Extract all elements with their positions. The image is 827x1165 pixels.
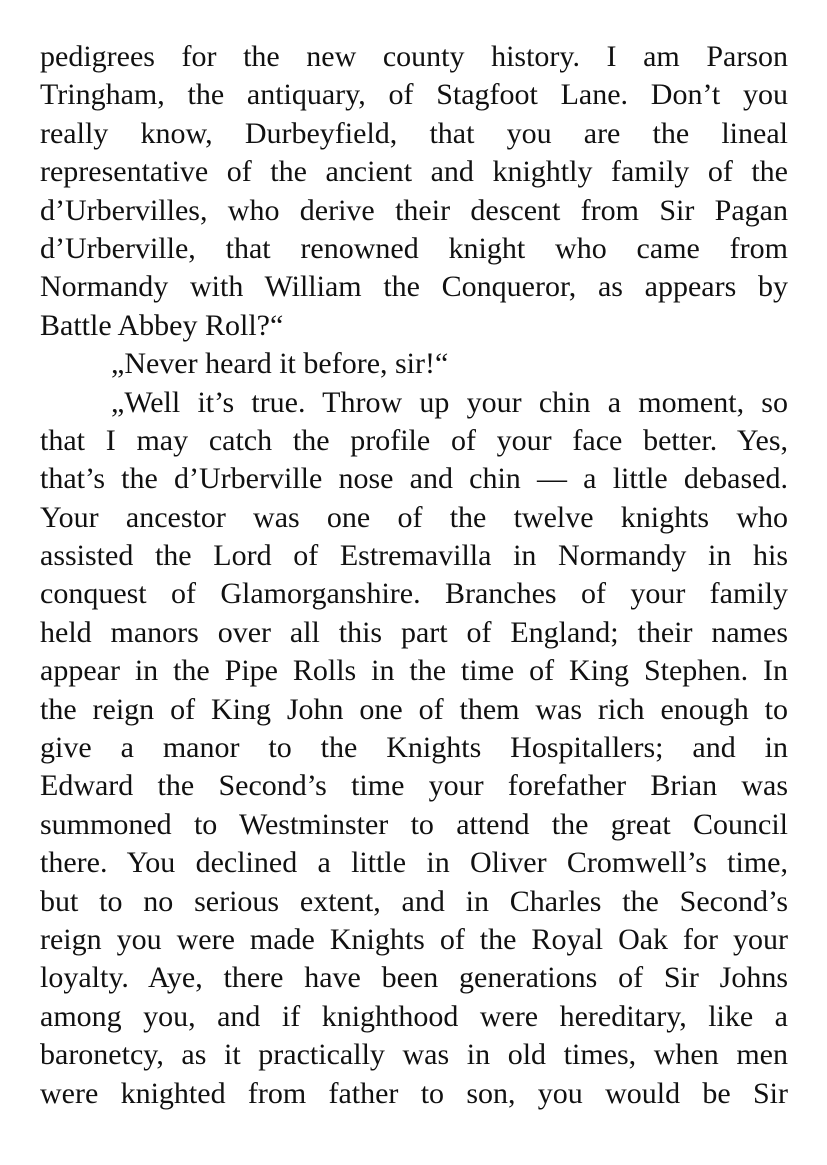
text-line: Your ancestor was one of the twelve knights who [40,500,788,534]
text-line: reign you were made Knights of the Royal Oak for your [40,922,788,956]
text-line: appear in the Pipe Rolls in the time of King Stephen. In [40,654,788,688]
text-line: conquest of Glamorganshire. Branches of your family [40,577,788,611]
text-line: baronetcy, as it practically was in old times, when men [40,1038,788,1072]
text-line: Normandy with William the Conqueror, as appears by [40,270,788,304]
text-line: assisted the Lord of Estremavilla in Normandy in his [40,539,788,573]
text-line: d’Urberville, that renowned knight who came from [40,231,788,265]
text-line: pedigrees for the new county history. I am Parson [40,40,788,73]
text-line: that I may catch the profile of your face better. Yes, [40,423,788,457]
dialogue-line: „Well it’s true. Throw up your chin a moment, so [111,385,788,419]
text-line: really know, Durbeyfield, that you are the lineal [40,116,788,150]
dialogue-line: „Never heard it before, sir!“ [111,347,449,381]
text-line: there. You declined a little in Oliver Cromwell’s time, [40,846,788,880]
text-line: held manors over all this part of England; their names [40,615,788,649]
text-line: d’Urbervilles, who derive their descent from Sir Pagan [40,193,788,227]
text-line: among you, and if knighthood were hereditary, like a [40,999,788,1033]
text-line: Battle Abbey Roll?“ [40,308,284,342]
text-line: that’s the d’Urberville nose and chin — a little debased. [40,462,788,496]
text-line: Edward the Second’s time your forefather Brian was [40,769,788,803]
text-line: but to no serious extent, and in Charles the Second’s [40,884,788,918]
text-line: loyalty. Aye, there have been generations of Sir Johns [40,961,788,995]
text-line: representative of the ancient and knightly family of the [40,155,788,189]
text-line: the reign of King John one of them was rich enough to [40,692,788,726]
text-line: give a manor to the Knights Hospitallers; and in [40,731,788,765]
page-text [40,38,788,1113]
text-line: Tringham, the antiquary, of Stagfoot Lane. Don’t you [40,78,788,112]
text-line: were knighted from father to son, you would be Sir [40,1076,788,1110]
text-line: summoned to Westminster to attend the great Council [40,807,788,841]
